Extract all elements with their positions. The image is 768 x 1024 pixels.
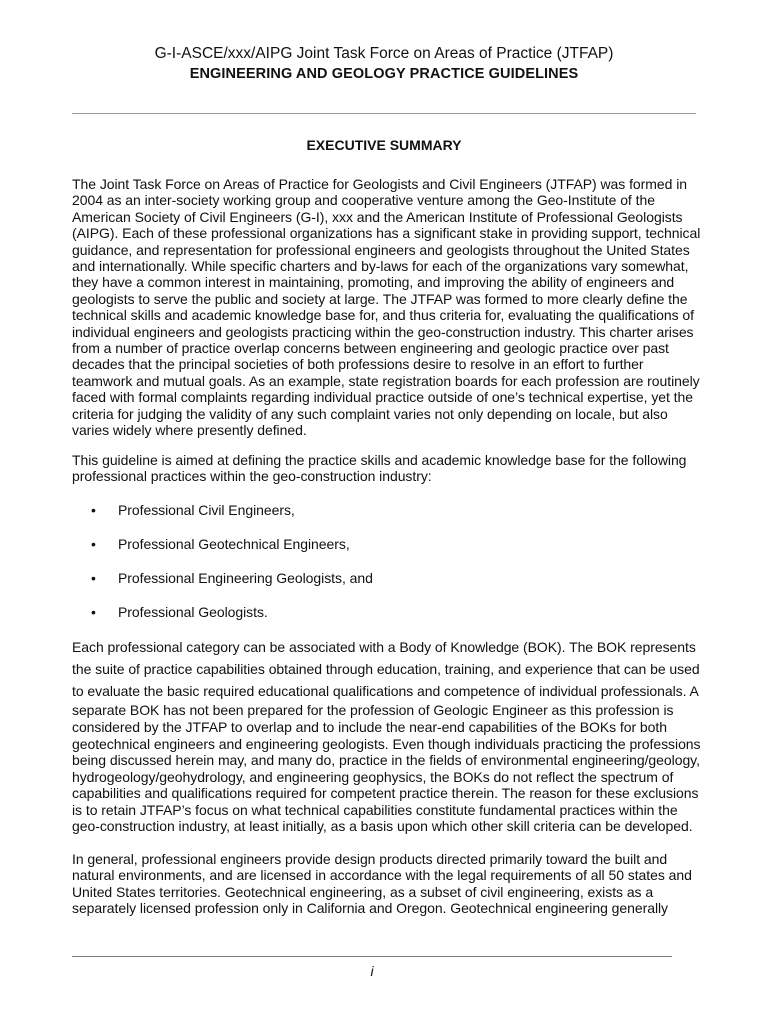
list-item-text: Professional Geotechnical Engineers,: [118, 536, 350, 553]
bullet-icon: •: [91, 536, 96, 553]
paragraph-professional-engineers: In general, professional engineers provide design products directed primarily toward the built and natural environments, and are licensed in accordance with the legal requirements of all 50 states and United States territories. Geotechnical engineering, as a subset of civil engineering, exists as a separately licensed profession only in California and Oregon. Geotechnical engineering generally: [72, 851, 692, 917]
list-item-text: Professional Engineering Geologists, and: [118, 570, 373, 587]
paragraph-bok-detail: A separate BOK has not been prepared for the profession of Geologic Engineer as this profession is considered by the JTFAP to overlap and to include the near-end capabilities of the BOKs for both geotechnical engineers and engineering geologists. Even though individuals practicing the professions being discussed herein may, and many do, practice in the fields of environmental engineering/geology, hydrogeology/geohydrology, and engineering geophysics, the BOKs do not reflect the spectrum of capabilities and qualifications required for competent practice therein. The reason for these exclusions is to retain JTFAP’s focus on what technical capabilities constitute fundamental practices within the geo-construction industry, at least initially, as a basis upon which other skill criteria can be developed.: [72, 683, 701, 835]
practices-list: [72, 502, 702, 621]
list-item: [72, 570, 702, 587]
page-number: i: [370, 963, 374, 979]
list-item: [72, 536, 702, 553]
document-body: [72, 176, 702, 933]
paragraph-bok-intro: Each professional category can be associated with a Body of Knowledge (BOK). The BOK represents the suite of practice capabilities obtained through education, training, and experience that can be used to evaluate the basic required educational qualifications and competence of individual professionals.: [72, 639, 700, 700]
paragraph-body-of-knowledge: [72, 636, 702, 835]
paragraph-jtfap-formation: The Joint Task Force on Areas of Practice for Geologists and Civil Engineers (JTFAP) was formed in 2004 as an inter-society working group and cooperative venture among the Geo-Institute of the American Society of Civil Engineers (G-I), xxx and the American Institute of Professional Geologists (AIPG). Each of these professional organizations has a significant stake in providing support, technical guidance, and representation for professional engineers and geologists throughout the United States and internationally. While specific charters and by-laws for each of the organizations vary somewhat, they have a common interest in maintaining, promoting, and improving the ability of engineers and geologists to serve the public and society at large. The JTFAP was formed to more clearly define the technical skills and academic knowledge base for, and thus criteria for, evaluating the qualifications of individual engineers and geologists practicing within the geo-construction industry. This charter arises from a number of practice overlap concerns between engineering and geologic practice over past decades that the principal societies of both professions desire to resolve in an effort to further teamwork and mutual goals. As an example, state registration boards for each profession are routinely faced with formal complaints regarding individual practice outside of one’s technical expertise, yet the criteria for judging the validity of any such complaint varies not only depending on locale, but also varies widely where presently defined.: [72, 176, 701, 439]
header-divider: [72, 113, 696, 114]
bullet-icon: •: [91, 604, 96, 621]
document-header: [0, 44, 768, 84]
header-task-force-title: G-I-ASCE/xxx/AIPG Joint Task Force on Areas of Practice (JTFAP): [154, 45, 614, 62]
paragraph-guideline-aim: This guideline is aimed at defining the practice skills and academic knowledge base for the following professional practices within the geo-construction industry:: [72, 451, 687, 484]
list-item: [72, 502, 702, 519]
footer-divider: [72, 956, 672, 957]
bullet-icon: •: [91, 502, 96, 519]
list-item-text: Professional Geologists.: [118, 604, 268, 621]
bullet-icon: •: [91, 570, 96, 587]
list-item: [72, 604, 702, 621]
section-title: EXECUTIVE SUMMARY: [306, 137, 462, 153]
header-guidelines-title: ENGINEERING AND GEOLOGY PRACTICE GUIDELINES: [189, 66, 579, 82]
list-item-text: Professional Civil Engineers,: [118, 502, 295, 519]
